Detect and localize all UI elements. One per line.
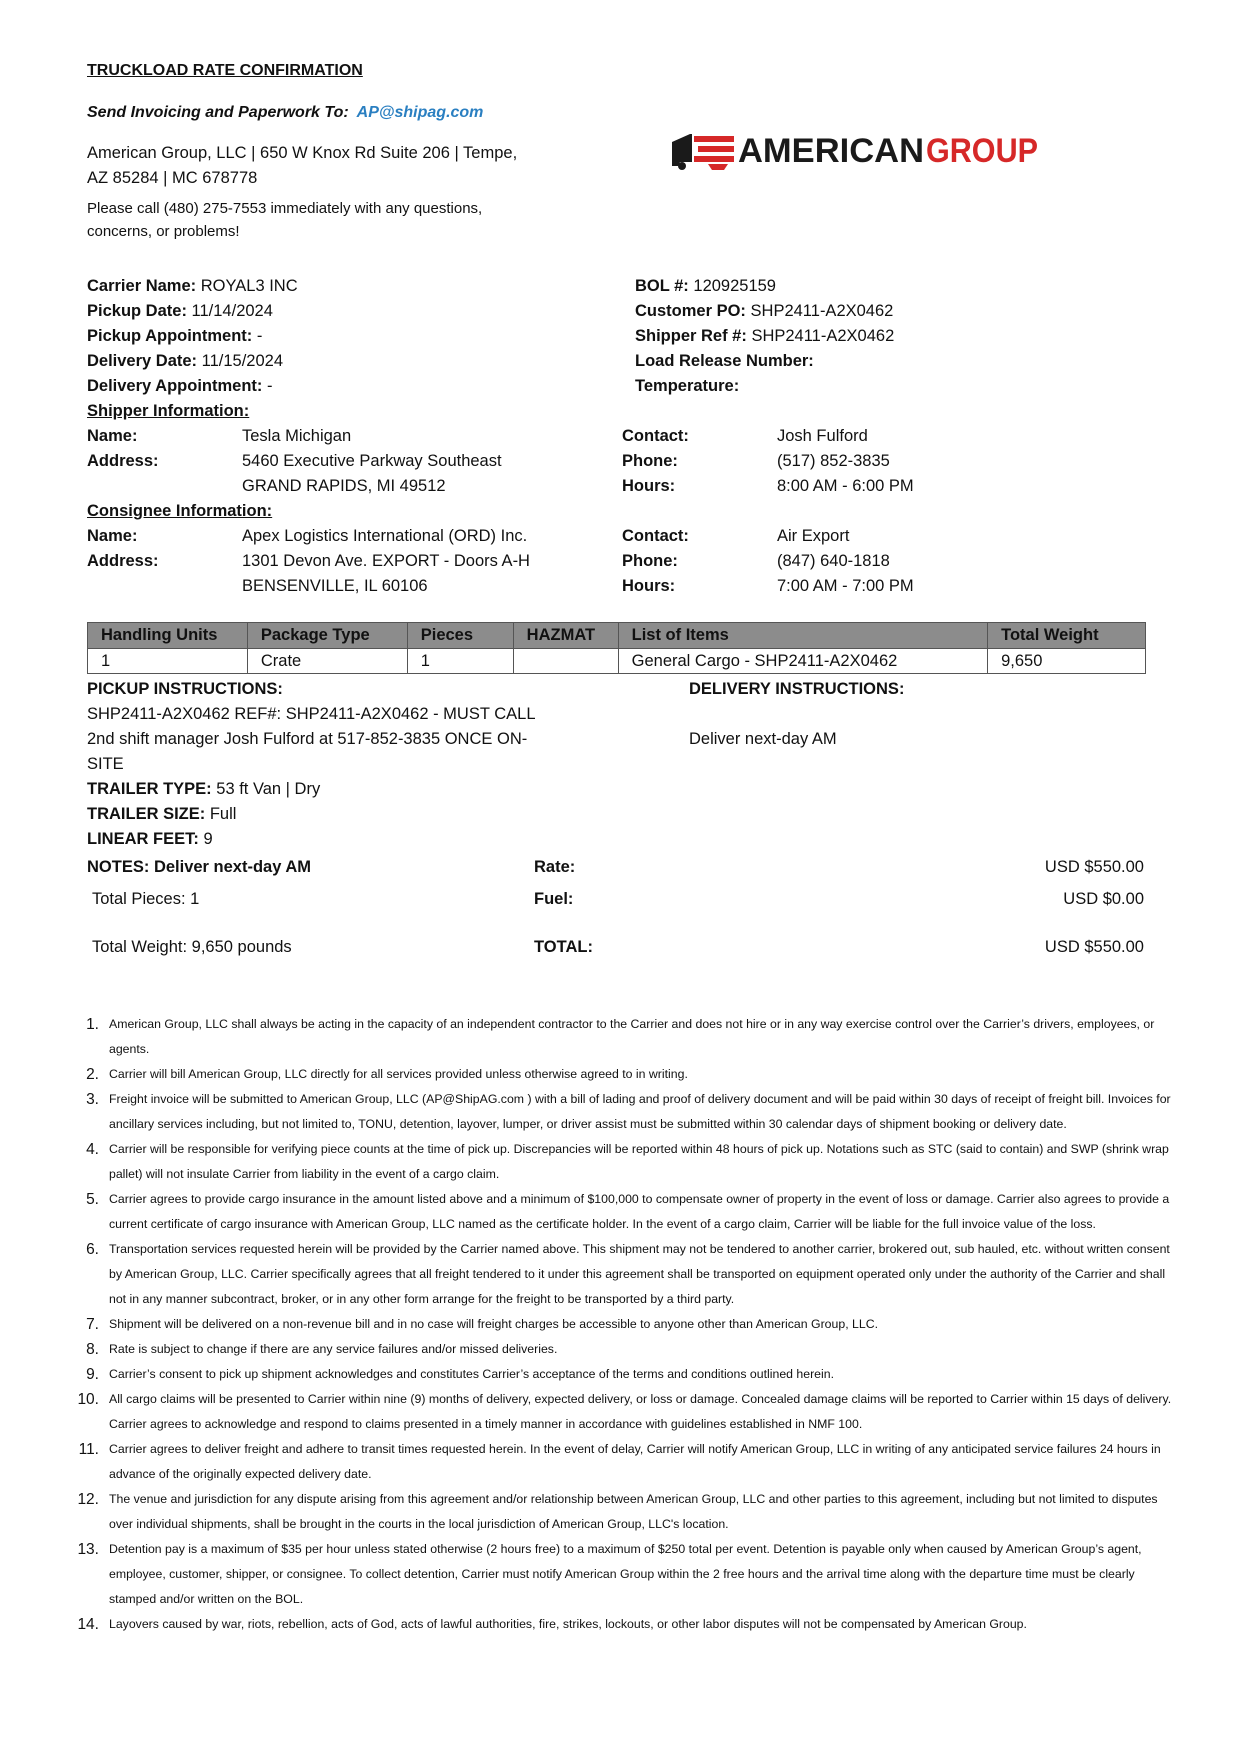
items-table <box>87 622 1146 674</box>
delivery-date-label: Delivery Date: <box>87 352 198 370</box>
contact-note-line: concerns, or problems! <box>87 223 240 240</box>
term-number: 13. <box>77 1541 99 1558</box>
document-title: TRUCKLOAD RATE CONFIRMATION <box>87 62 363 79</box>
term-text: Carrier agrees to deliver freight and adhere to transit times requested herein. In the event of delay, Carrier will notify American Group, LLC in writing of any anticipated service failures 24 hours in advance of the originally expected delivery date. <box>109 1442 1161 1481</box>
notes-value: Deliver next-day AM <box>153 858 312 876</box>
pickup-appointment-label: Pickup Appointment: <box>87 327 253 345</box>
list-item <box>70 1487 1180 1537</box>
pickup-instructions-line: SITE <box>87 755 124 773</box>
delivery-date-value: 11/15/2024 <box>201 352 284 370</box>
term-number: 14. <box>77 1616 99 1633</box>
term-number: 12. <box>77 1491 99 1508</box>
pickup-date-value: 11/14/2024 <box>191 302 273 320</box>
term-text: American Group, LLC shall always be acting in the capacity of an independent contractor to the Carrier and does not hire or in any way exercise control over the Carrier’s drivers, employees, or agents. <box>109 1017 1155 1056</box>
table-row <box>88 649 1146 674</box>
list-item <box>70 1437 1180 1487</box>
term-number: 2. <box>86 1066 99 1083</box>
load-release-row <box>635 352 814 371</box>
pickup-instructions-line: SHP2411-A2X0462 REF#: SHP2411-A2X0462 - MUST CALL <box>87 705 536 723</box>
pickup-instructions-line: 2nd shift manager Josh Fulford at 517-852-3835 ONCE ON- <box>87 730 528 748</box>
carrier-name-row <box>87 277 298 296</box>
temperature-row <box>635 377 739 396</box>
term-number: 9. <box>86 1366 99 1383</box>
table-cell: Crate <box>247 649 407 674</box>
term-number: 10. <box>77 1391 99 1408</box>
column-header: Pieces <box>407 623 513 649</box>
linear-feet-row <box>87 827 607 852</box>
list-item <box>70 1087 1180 1137</box>
consignee-name-label: Name: <box>87 527 138 545</box>
pickup-instructions <box>87 677 607 852</box>
list-item <box>70 1187 1180 1237</box>
delivery-instructions-text: Deliver next-day AM <box>689 730 837 748</box>
customer-po-label: Customer PO: <box>635 302 746 320</box>
list-item <box>70 1137 1180 1187</box>
shipper-contact-label: Contact: <box>622 427 689 445</box>
list-item <box>70 1062 1180 1087</box>
delivery-appointment-row <box>87 377 273 396</box>
load-release-label: Load Release Number: <box>635 352 814 370</box>
table-cell: 1 <box>407 649 513 674</box>
pickup-date-label: Pickup Date: <box>87 302 187 320</box>
term-text: Carrier will bill American Group, LLC directly for all services provided unless otherwise agreed to in writing. <box>109 1067 688 1081</box>
delivery-instructions <box>689 677 1089 752</box>
total-weight: Total Weight: 9,650 pounds <box>92 938 292 956</box>
consignee-address-line: 1301 Devon Ave. EXPORT - Doors A-H <box>242 552 530 570</box>
shipper-contact-value: Josh Fulford <box>777 427 868 445</box>
term-text: Detention pay is a maximum of $35 per hour unless stated otherwise (2 hours free) to a maximum of $250 total per event. Detention is payable only when caused by American Group’s agent, employee, customer, shipper, or consignee. To collect detention, Carrier must notify American Group within the 2 free hours and the arrival time along with the departure time must be clearly stamped and/or written on the BOL. <box>109 1542 1142 1606</box>
american-group-logo <box>668 126 1048 176</box>
terms-and-conditions <box>70 1012 1180 1637</box>
consignee-name-value: Apex Logistics International (ORD) Inc. <box>242 527 528 545</box>
term-text: Rate is subject to change if there are any service failures and/or missed deliveries. <box>109 1342 558 1356</box>
invoice-label: Send Invoicing and Paperwork To: <box>87 104 349 121</box>
company-address-line: AZ 85284 | MC 678778 <box>87 169 258 187</box>
bol-row <box>635 277 776 296</box>
notes-label: NOTES: <box>87 858 150 876</box>
column-header: List of Items <box>618 623 987 649</box>
consignee-phone-label: Phone: <box>622 552 678 570</box>
total-value: USD $550.00 <box>1044 938 1144 956</box>
term-text: Transportation services requested herein will be provided by the Carrier named above. This shipment may not be tendered to another carrier, brokered out, sub hauled, etc. without written consent by American Group, LLC. Carrier specifically agrees that all freight tendered to it under this agreement shall be transported on equipment operated only under the authority of the Carrier and shall not in any manner subcontract, broker, or in any other form arrange for the freight to be transported by a third party. <box>109 1242 1170 1306</box>
shipper-phone-value: (517) 852-3835 <box>777 452 890 470</box>
contact-note-line: Please call (480) 275-7553 immediately with any questions, <box>87 200 483 217</box>
list-item <box>70 1612 1180 1637</box>
consignee-hours-value: 7:00 AM - 7:00 PM <box>777 577 914 595</box>
consignee-phone-value: (847) 640-1818 <box>777 552 890 570</box>
items-table-header-row <box>88 623 1146 649</box>
trailer-type-value: 53 ft Van | Dry <box>216 780 321 798</box>
fuel-label: Fuel: <box>534 890 574 908</box>
list-item <box>70 1337 1180 1362</box>
term-text: All cargo claims will be presented to Carrier within nine (9) months of delivery, expected delivery, or loss or damage. Concealed damage claims will be reported to Carrier within 15 days of delivery. Carrier agrees to acknowledge and respond to claims presented in a timely manner in accordance with guidelines established in NMF 100. <box>109 1392 1172 1431</box>
customer-po-row <box>635 302 893 321</box>
trailer-size-row <box>87 802 607 827</box>
shipper-phone-label: Phone: <box>622 452 678 470</box>
term-text: Freight invoice will be submitted to American Group, LLC (AP@ShipAG.com ) with a bill of lading and proof of delivery document and will be paid within 30 days of receipt of freight bill. Invoices for ancillary services including, but not limited to, TONU, detention, layover, lumper, or driver assist must be submitted within 30 calendar days of shipment booking or delivery date. <box>109 1092 1171 1131</box>
column-header: Handling Units <box>88 623 248 649</box>
shipper-name-value: Tesla Michigan <box>242 427 352 445</box>
fuel-value: USD $0.00 <box>1063 890 1144 908</box>
delivery-instructions-heading: DELIVERY INSTRUCTIONS: <box>689 680 905 698</box>
consignee-heading: Consignee Information: <box>87 502 273 520</box>
linear-feet-value: 9 <box>203 830 213 848</box>
shipper-ref-row <box>635 327 894 346</box>
shipper-hours-label: Hours: <box>622 477 676 495</box>
shipper-address-line: 5460 Executive Parkway Southeast <box>242 452 502 470</box>
total-label: TOTAL: <box>534 938 593 956</box>
list-item <box>70 1387 1180 1437</box>
trailer-type-row <box>87 777 607 802</box>
bol-label: BOL #: <box>635 277 689 295</box>
carrier-name-label: Carrier Name: <box>87 277 197 295</box>
term-number: 4. <box>86 1141 99 1158</box>
term-number: 8. <box>86 1341 99 1358</box>
invoice-email-link[interactable]: AP@shipag.com <box>356 104 484 121</box>
rate-value: USD $550.00 <box>1044 858 1144 876</box>
column-header: Total Weight <box>988 623 1146 649</box>
consignee-contact-label: Contact: <box>622 527 689 545</box>
pickup-appointment-value: - <box>256 327 263 345</box>
shipper-address-label: Address: <box>87 452 159 470</box>
term-number: 5. <box>86 1191 99 1208</box>
term-text: The venue and jurisdiction for any dispute arising from this agreement and/or relationship between American Group, LLC and other parties to this agreement, including but not limited to disputes over individual shipments, shall be brought in the courts in the local jurisdiction of American Group, LLC's location. <box>109 1492 1158 1531</box>
notes-row <box>87 858 311 877</box>
shipper-address-line: GRAND RAPIDS, MI 49512 <box>242 477 446 495</box>
list-item <box>70 1012 1180 1062</box>
bol-value: 120925159 <box>693 277 776 295</box>
contact-note <box>87 197 547 243</box>
trailer-size-label: TRAILER SIZE: <box>87 805 206 823</box>
term-number: 11. <box>78 1441 99 1458</box>
table-cell <box>513 649 618 674</box>
delivery-appointment-value: - <box>267 377 273 395</box>
delivery-appointment-label: Delivery Appointment: <box>87 377 263 395</box>
rate-label: Rate: <box>534 858 576 876</box>
term-text: Layovers caused by war, riots, rebellion, acts of God, acts of lawful authorities, fire, strikes, lockouts, or other labor disputes will not be compensated by American Group. <box>109 1617 1027 1631</box>
shipper-ref-value: SHP2411-A2X0462 <box>751 327 895 345</box>
company-address-line: American Group, LLC | 650 W Knox Rd Suite 206 | Tempe, <box>87 144 518 162</box>
trailer-size-value: Full <box>209 805 237 823</box>
column-header: HAZMAT <box>513 623 618 649</box>
pickup-instructions-heading: PICKUP INSTRUCTIONS: <box>87 680 283 698</box>
company-address <box>87 141 557 191</box>
list-item <box>70 1237 1180 1312</box>
consignee-contact-value: Air Export <box>777 527 850 545</box>
shipper-ref-label: Shipper Ref #: <box>635 327 747 345</box>
list-item <box>70 1537 1180 1612</box>
consignee-address-label: Address: <box>87 552 159 570</box>
truck-logo-icon <box>668 126 1048 176</box>
term-number: 3. <box>86 1091 99 1108</box>
term-text: Carrier’s consent to pick up shipment acknowledges and constitutes Carrier’s acceptance of the terms and conditions outlined herein. <box>109 1367 835 1381</box>
term-number: 1. <box>86 1016 99 1033</box>
shipper-hours-value: 8:00 AM - 6:00 PM <box>777 477 914 495</box>
term-text: Carrier agrees to provide cargo insurance in the amount listed above and a minimum of $100,000 to compensate owner of property in the event of loss or damage. Carrier also agrees to provide a current certificate of cargo insurance with American Group, LLC named as the certificate holder. In the event of a cargo claim, Carrier will be liable for the full invoice value of the loss. <box>109 1192 1170 1231</box>
table-cell: 1 <box>88 649 248 674</box>
customer-po-value: SHP2411-A2X0462 <box>750 302 894 320</box>
carrier-name-value: ROYAL3 INC <box>200 277 298 295</box>
consignee-address-line: BENSENVILLE, IL 60106 <box>242 577 428 595</box>
delivery-date-row <box>87 352 283 371</box>
consignee-hours-label: Hours: <box>622 577 676 595</box>
shipper-heading: Shipper Information: <box>87 402 250 420</box>
term-text: Carrier will be responsible for verifying piece counts at the time of pick up. Discrepancies will be reported within 48 hours of pick up. Notations such as STC (said to contain) and SWP (shrink wrap pallet) will not insulate Carrier from liability in the event of a cargo claim. <box>109 1142 1169 1181</box>
logo-text-group: GROUP <box>926 132 1038 170</box>
column-header: Package Type <box>247 623 407 649</box>
logo-text-american: AMERICAN <box>738 132 924 170</box>
invoice-instructions <box>87 104 483 122</box>
pickup-date-row <box>87 302 273 321</box>
pickup-appointment-row <box>87 327 262 346</box>
list-item <box>70 1362 1180 1387</box>
linear-feet-label: LINEAR FEET: <box>87 830 199 848</box>
list-item <box>70 1312 1180 1337</box>
shipper-name-label: Name: <box>87 427 138 445</box>
term-number: 6. <box>86 1241 99 1258</box>
total-pieces: Total Pieces: 1 <box>92 890 200 908</box>
term-number: 7. <box>86 1316 99 1333</box>
trailer-type-label: TRAILER TYPE: <box>87 780 212 798</box>
table-cell: 9,650 <box>988 649 1146 674</box>
table-cell: General Cargo - SHP2411-A2X0462 <box>618 649 987 674</box>
temperature-label: Temperature: <box>635 377 740 395</box>
term-text: Shipment will be delivered on a non-revenue bill and in no case will freight charges be accessible to anyone other than American Group, LLC. <box>109 1317 879 1331</box>
